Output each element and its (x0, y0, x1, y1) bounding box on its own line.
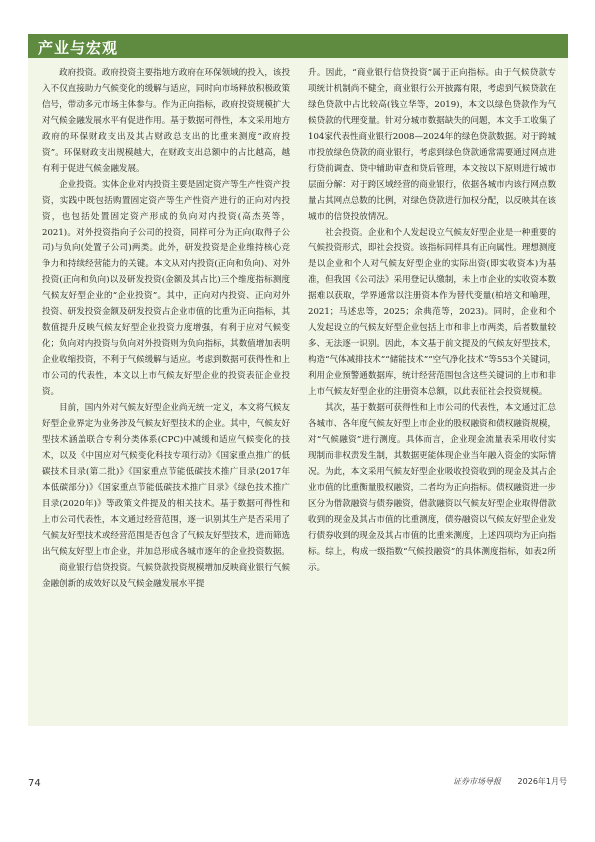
journal-name: 证券市场导报 (453, 777, 501, 786)
paragraph: 社会投资。企业和个人发起设立气候友好型企业是一种重要的气候投资形式，即社会投资。该指标同样具有正向属性。理想测度是以企业和个人对气候友好型企业的实际出资(即实收资本)为基准，但我国《公司法》采用登记认缴制，未上市企业的实收资本数据难以获取，学界通常以注册资本作为替代变量(柏培文和喻理，2021；马述忠等，2025；余典范等，2023)。同时，企业和个人发起设立的气候友好型企业包括上市和非上市两类，后者数量较多、无法逐一识别。因此，本文基于前文提及的气候友好型技术，构造“气体减排技术”“储能技术”“空气净化技术”等553个关键词，利用企业预警通数据库，统计经营范围包含这些关键词的上市和非上市气候友好型企业的注册资本总额，以此表征社会投资规模。 (308, 227, 556, 398)
paragraph: 政府投资。政府投资主要指地方政府在环保领域的投入，该投入不仅直接助力气候变化的缓解与适应，同时向市场释放积极政策信号，带动多元市场主体参与。作为正向指标，政府投资规模扩大对气候金融发展水平有促进作用。基于数据可得性，本文采用地方政府的环保财政支出及其占财政总支出的比重来测度“政府投资”。环保财政支出规模越大，在财政支出总额中的占比越高，越有利于促进气候金融发展。 (42, 68, 290, 174)
header-band (0, 0, 595, 60)
section-title: 产业与宏观 (38, 39, 119, 57)
footer-journal-info (453, 776, 567, 787)
issue-date: 2026年1月号 (517, 777, 567, 786)
paragraph: 商业银行信贷投资。气候贷款投资规模增加反映商业银行气候金融创新的成效好以及气候金融发展水平提 (42, 562, 290, 589)
left-column (42, 66, 290, 592)
page-number: 74 (28, 778, 41, 789)
content-panel (28, 58, 568, 726)
paragraph: 企业投资。实体企业对内投资主要是固定资产等生产性资产投资，实践中既包括购置固定资产等生产性资产进行的正向对内投资，也包括处置固定资产形成的负向对内投资(高杰英等，2021)。对外投资指向子公司的投资，同样可分为正向(取得子公司)与负向(处置子公司)两类。此外，研发投资是企业维持核心竞争力和持续经营能力的关键。本文从对内投资(正向和负向)、对外投资(正向和负向)以及研发投资(金额及其占比)三个维度指标测度气候友好型企业的“企业投资”。其中，正向对内投资、正向对外投资、研发投资金额及研发投资占企业市值的比重为正向指标，其数值提升反映气候友好型企业投资力度增强，有利于应对气候变化；负向对内投资与负向对外投资则为负向指标，其数值增加表明企业收缩投资，不利于气候缓解与适应。考虑到数据可获得性和上市公司的代表性，本文以上市气候友好型企业的投资表征企业投资。 (42, 179, 290, 398)
paragraph: 其次，基于数据可获得性和上市公司的代表性，本文通过汇总各城市、各年度气候友好型上市企业的股权融资和债权融资规模，对“气候融资”进行测度。具体而言，企业现金流量表采用收付实现制而非权责发生制，其数据更能体现企业当年融入资金的实际情况。为此，本文采用气候友好型企业吸收投资收到的现金及其占企业市值的比重衡量股权融资，二者均为正向指标。债权融资进一步区分为借款融资与债券融资，借款融资以气候友好型企业取得借款收到的现金及其占市值的比重测度，债券融资以气候友好型企业发行债券收到的现金及其占市值的比重来测度，上述四项均为正向指标。综上，构成一级指数“气候投融资”的具体测度指标，如表2所示。 (308, 403, 556, 573)
paragraph: 升。因此，“商业银行信贷投资”属于正向指标。由于气候贷款专项统计机制尚不健全，商业银行公开披露有限，考虑到气候贷款在绿色贷款中占比较高(钱立华等，2019)，本文以绿色贷款作为气候贷款的代理变量。针对分城市数据缺失的问题，本文手工收集了104家代表性商业银行2008—2024年的绿色贷款数据。对于跨城市投放绿色贷款的商业银行，考虑到绿色贷款通常需要通过网点进行贷前调查、贷中辅助审查和贷后管理，本文按以下原则进行城市层面分解：对于跨区域经营的商业银行，依据各城市内该行网点数量占其网点总数的比例，对绿色贷款进行加权分配，以反映其在该城市的信贷投放情况。 (308, 68, 556, 222)
right-column (308, 66, 556, 577)
paragraph: 目前，国内外对气候友好型企业尚无统一定义，本文将气候友好型企业界定为业务涉及气候友好型技术的企业。其中，气候友好型技术涵盖联合专利分类体系(CPC)中减缓和适应气候变化的技术，以及《中国应对气候变化科技专项行动》《国家重点推广的低碳技术目录(第二批)》《国家重点节能低碳技术推广目录(2017年本低碳部分)》《国家重点节能低碳技术推广目录》《绿色技术推广目录(2020年)》等政策文件提及的相关技术。基于数据可得性和上市公司代表性，本文通过经营范围，逐一识别其生产是否采用了气候友好型技术或经营范围是否包含了气候友好型技术，进而筛选出气候友好型上市企业，并加总形成各城市逐年的企业投资数据。 (42, 403, 290, 557)
section-tab (28, 34, 568, 58)
